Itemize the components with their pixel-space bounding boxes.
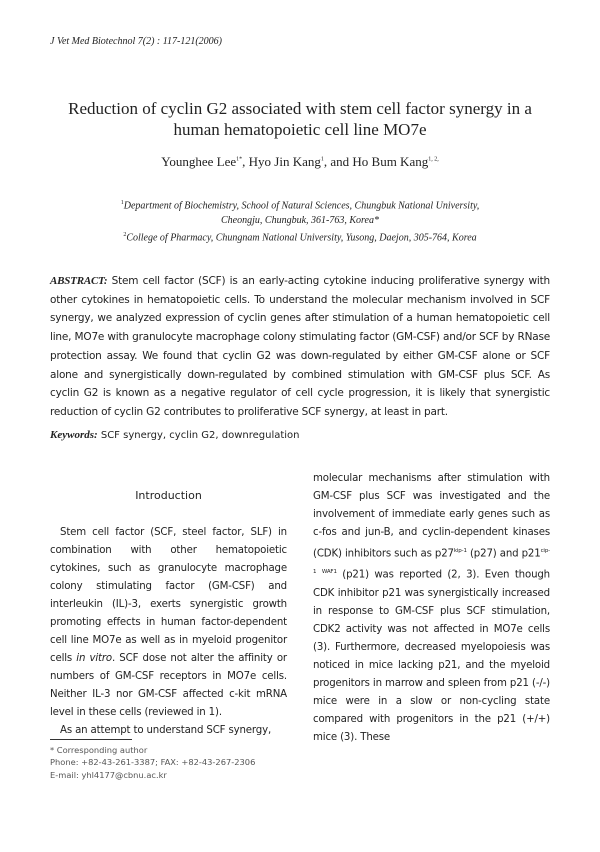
- affiliation-1-marker: 1: [120, 200, 124, 206]
- title-line-1: Reduction of cyclin G2 associated with stem cell factor synergy in a: [68, 99, 532, 118]
- abstract: [50, 272, 550, 422]
- author-3-marker: 1, 2,: [428, 156, 439, 163]
- affiliation-1-cont: Cheongju, Chungbuk, 361-763, Korea*: [221, 215, 379, 227]
- title-line-2: human hematopoietic cell line MO7e: [173, 120, 427, 139]
- intro-p1-text-a: Stem cell factor (SCF, steel factor, SLF) in combination with other hematopoietic cytokines, such as granulocyte macrophage colony stimulating factor (GM-CSF) and interleukin (IL)-3, exerts synergistic growth promoting effects in human factor-dependent cell line MO7e as well as in myeloid progenitor cells: [50, 527, 287, 664]
- contact-phone: Phone: +82-43-261-3387; FAX: +82-43-267-2306: [50, 757, 256, 768]
- author-2: , Hyo Jin Kang: [242, 154, 321, 169]
- affiliation-2: [60, 228, 540, 245]
- author-1-marker: 1*: [236, 156, 243, 163]
- footnote: [50, 744, 255, 781]
- intro-p1-italic: in vitro: [76, 653, 113, 664]
- author-1: Younghee Lee: [161, 154, 237, 169]
- corresponding-author-note: * Corresponding author: [50, 745, 148, 755]
- p27-superscript: kip-1: [453, 548, 467, 554]
- affiliation-1: [60, 196, 540, 213]
- affiliation-1-text: Department of Biochemistry, School of Natural Sciences, Chungbuk National University,: [123, 200, 480, 212]
- journal-citation: J Vet Med Biotechnol 7(2) : 117-121(2006): [50, 36, 222, 47]
- contact-email: E-mail: yhl4177@cbnu.ac.kr: [50, 769, 167, 780]
- footnote-divider: [50, 739, 132, 740]
- keywords-label: Keywords:: [50, 429, 98, 441]
- intro-p1-text-b: . SCF dose not alter the affinity or numbers of GM-CSF receptors in MO7e cells. Neither IL-3 nor GM-CSF affected c-kit mRNA level in these cells (reviewed in 1).: [50, 653, 287, 718]
- affiliation-2-marker: 2: [123, 232, 127, 239]
- intro-paragraph-2: As an attempt to understand SCF synergy,: [60, 725, 272, 736]
- intro-right-text-4: (p21) was reported (2, 3). Even though CDK inhibitor p21 was synergistically increased in response to GM-CSF plus SCF stimulation, CDK2 activity was not affected in MO7e cells (3). Furthermore, decreased myelopoiesis was noticed in mice lacking p21, and the myeloid progenitors in marrow and spleen from p21 (-/-) mice were in a slow or non-cycling state compared with progenitors in the p21 (+/+) mice (3). These: [313, 569, 550, 743]
- affiliations: [60, 196, 540, 246]
- keywords-text: SCF synergy, cyclin G2, downregulation: [97, 430, 300, 441]
- keywords: [50, 429, 300, 441]
- intro-right-text-2: (p27) and p21: [466, 548, 541, 560]
- abstract-text: Stem cell factor (SCF) is an early-acting cytokine inducing proliferative synergy with other cytokines in hematopoietic cells. To understand the molecular mechanism involved in SCF synergy, we analyzed expression of cyclin genes after stimulation of a human hematopoietic cell line, MO7e with granulocyte macrophage colony stimulating factor (GM-CSF) and/or SCF by RNase protection assay. We found that cyclin G2 was down-regulated by either GM-CSF alone or SCF alone and synergistically down-regulated by combined stimulation with GM-CSF plus SCF. As cyclin G2 is known as a negative regulator of cell cycle progression, it is likely that synergistic reduction of cyclin G2 contributes to proliferative SCF synergy, at least in part.: [50, 275, 550, 418]
- abstract-label: ABSTRACT:: [50, 275, 108, 287]
- intro-paragraph-1: [50, 524, 287, 722]
- author-2-marker: 1: [320, 156, 324, 163]
- p21-superscript-waf: WAF1: [321, 569, 337, 576]
- author-3: , and Ho Bum Kang: [323, 154, 429, 169]
- affiliation-2-text: College of Pharmacy, Chungnam National University, Yusong, Daejon, 305-764, Korea: [126, 232, 477, 244]
- left-column: [50, 524, 287, 740]
- section-heading-introduction: Introduction: [135, 489, 202, 502]
- paper-title: [40, 98, 560, 140]
- right-column: [313, 470, 550, 747]
- author-list: [40, 154, 560, 170]
- p21-superscript-cip: cip-1: [313, 548, 550, 576]
- intro-right-text-1: molecular mechanisms after stimulation with GM-CSF plus SCF was investigated and the involvement of immediate early genes such as c-fos and jun-B, and cyclin-dependent kinases (CDK) inhibitors such as p27: [313, 473, 550, 560]
